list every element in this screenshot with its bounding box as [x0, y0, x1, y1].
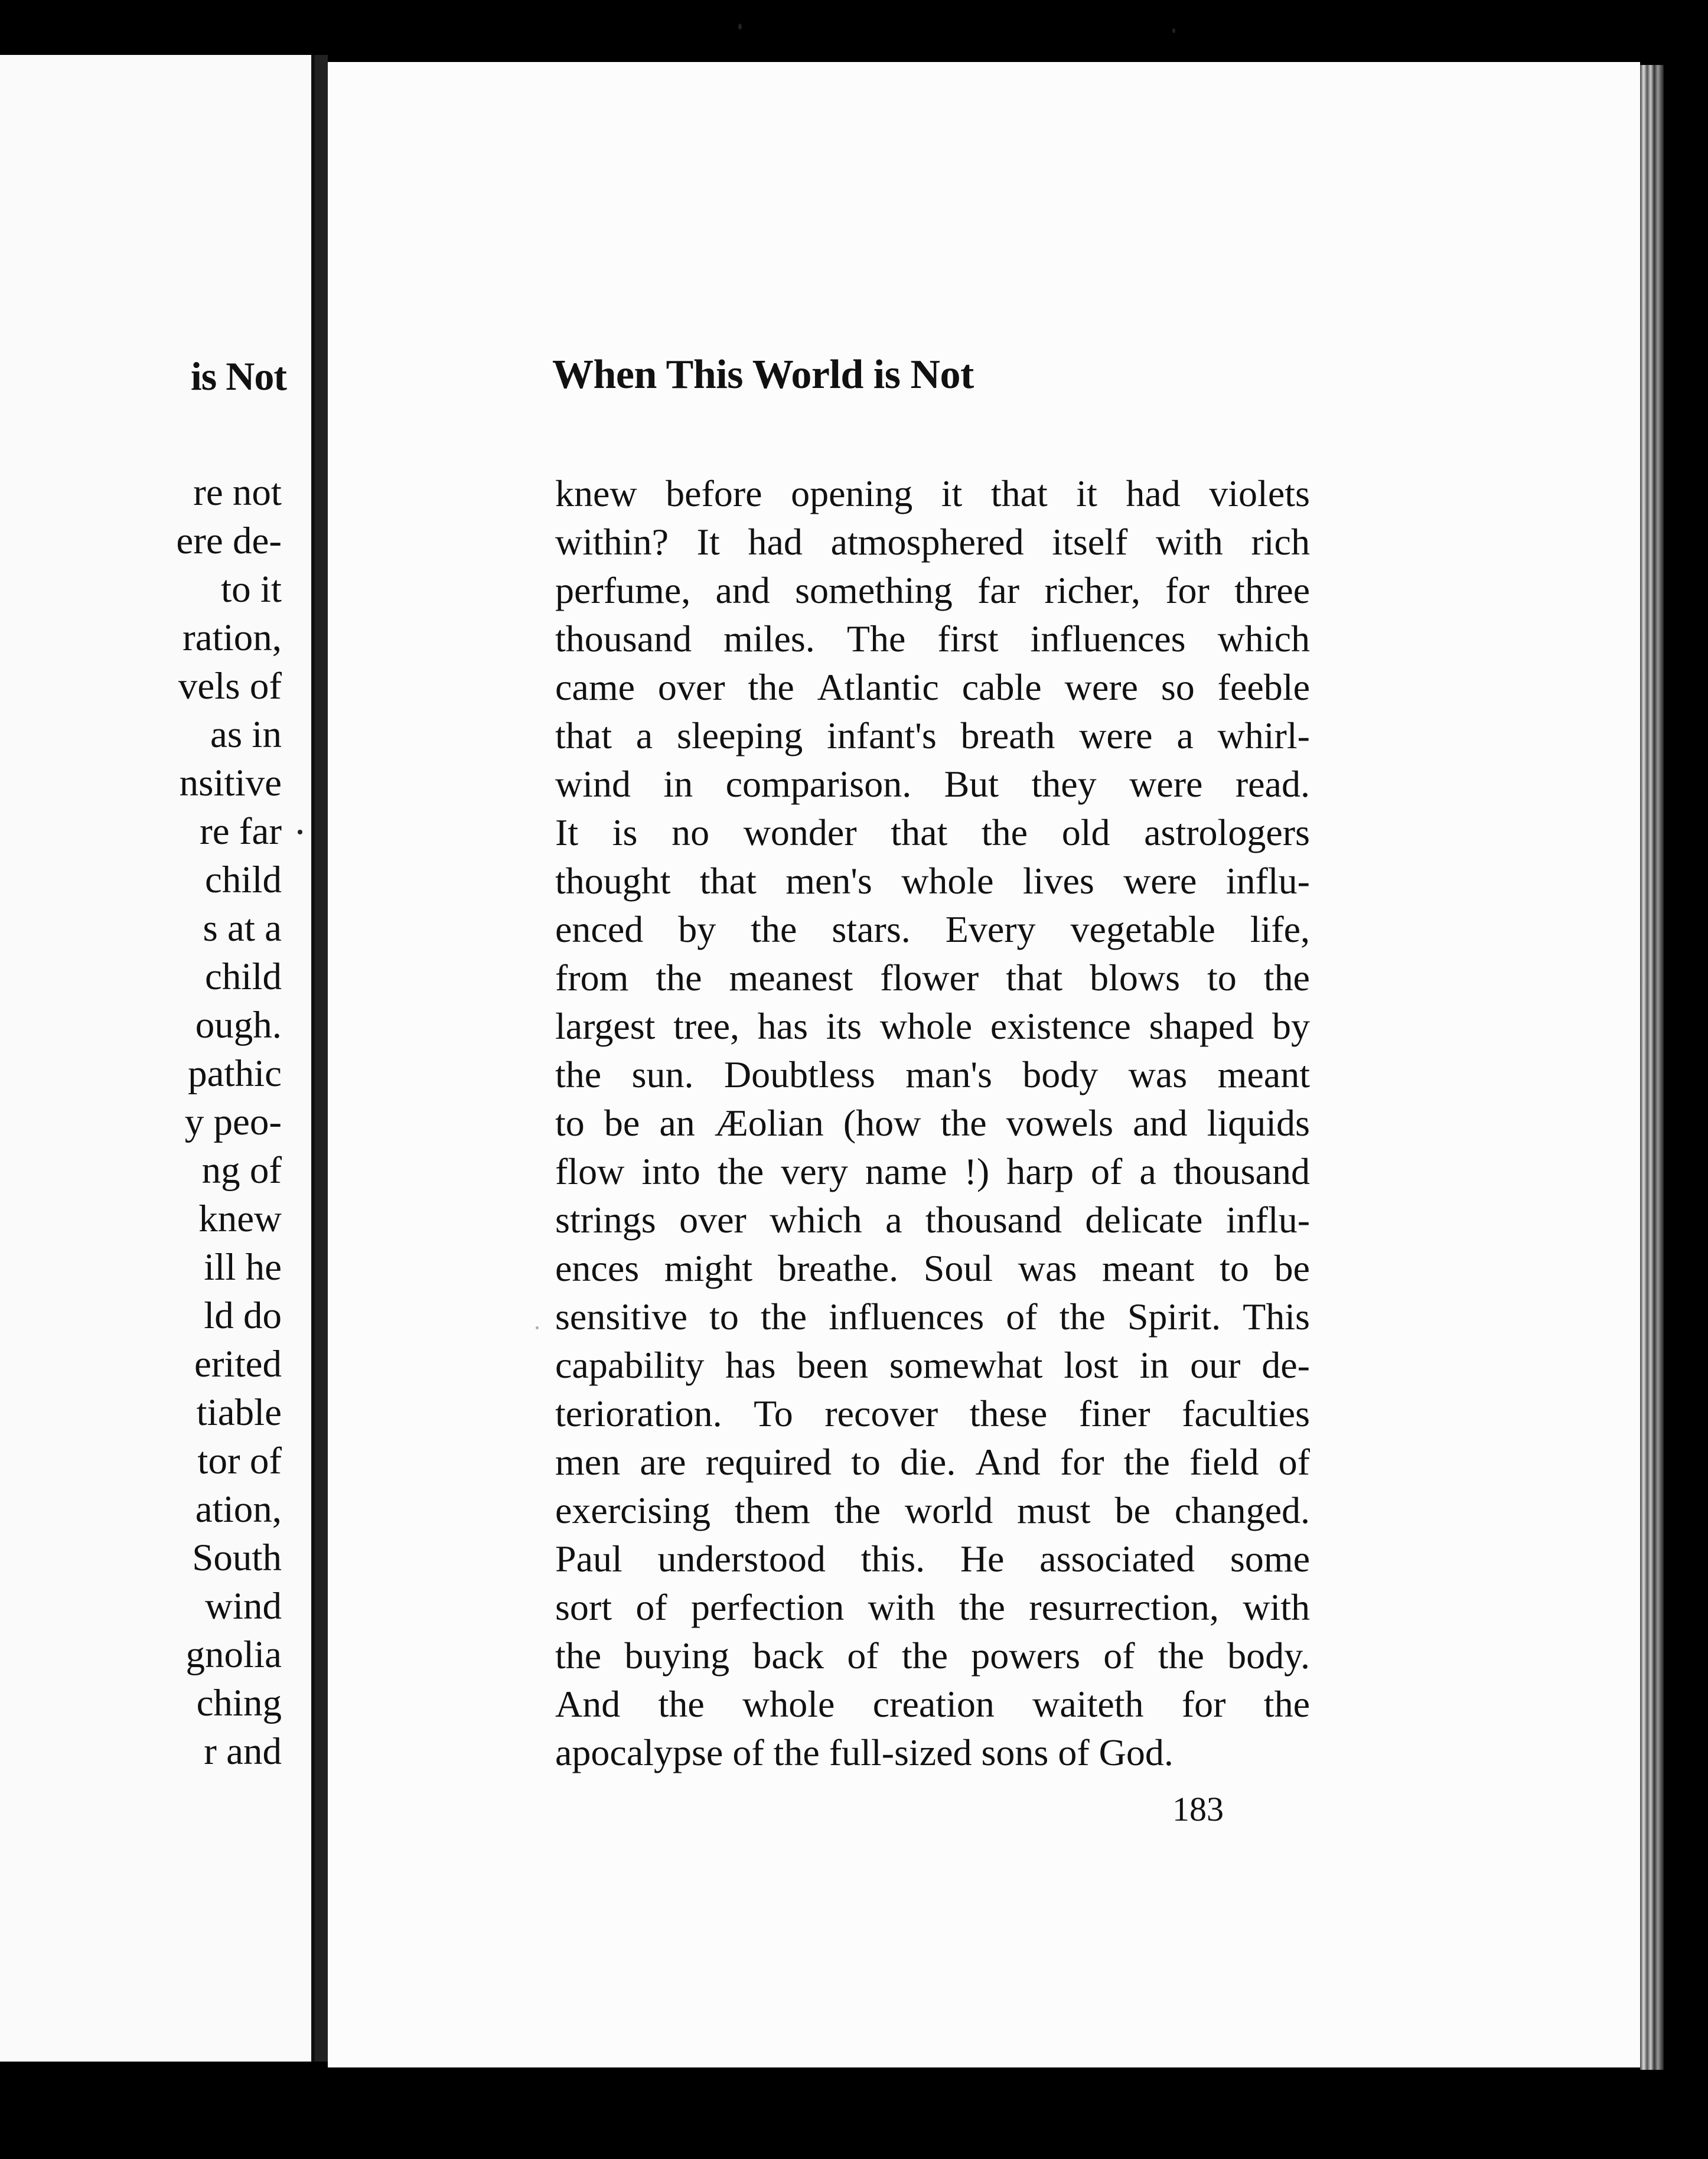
text-line: terioration. To recover these finer faculties [555, 1392, 1310, 1434]
text-line: flow into the very name !) harp of a thousand [555, 1150, 1310, 1192]
text-line: within? It had atmosphered itself with rich [555, 521, 1310, 563]
page-number: 183 [1172, 1790, 1224, 1828]
left-text-line: tor of [197, 1440, 282, 1482]
left-text-line: gnolia [185, 1633, 282, 1676]
text-line: wind in comparison. But they were read. [555, 763, 1310, 805]
body-text [555, 469, 1640, 1777]
left-text-line: pathic [188, 1052, 282, 1095]
speck [738, 24, 742, 30]
text-line: men are required to die. And for the field of [555, 1441, 1310, 1483]
text-line: the buying back of the powers of the body. [555, 1635, 1310, 1677]
text-line: came over the Atlantic cable were so feeble [555, 666, 1310, 708]
text-line: to be an Æolian (how the vowels and liquids [555, 1102, 1310, 1144]
text-line: that a sleeping infant's breath were a whirl- [555, 715, 1310, 756]
text-line: capability has been somewhat lost in our de- [555, 1344, 1310, 1386]
text-line: knew before opening it that it had violets [555, 472, 1310, 514]
left-text-line: child [205, 859, 282, 901]
speck [536, 1326, 539, 1329]
text-line: ences might breathe. Soul was meant to be [555, 1247, 1310, 1289]
left-text-line: as in [210, 713, 282, 756]
text-line: largest tree, has its whole existence shaped by [555, 1005, 1310, 1047]
left-text-line: ching [196, 1682, 282, 1724]
left-text-line: wind [205, 1585, 282, 1628]
left-text-line: ld do [204, 1294, 282, 1337]
left-text-line: s at a [203, 907, 282, 950]
left-text-line: ough. [195, 1004, 282, 1046]
left-text-line: re not [193, 471, 282, 514]
left-text-line: knew [198, 1198, 282, 1240]
text-line: enced by the stars. Every vegetable life, [555, 908, 1310, 950]
page-stack-edge [1640, 65, 1664, 2070]
left-text-line: vels of [178, 665, 282, 707]
speck [298, 830, 302, 834]
text-line: apocalypse of the full-sized sons of God. [555, 1731, 1174, 1773]
text-line: It is no wonder that the old astrologers [555, 811, 1310, 853]
left-text-line: ation, [195, 1488, 282, 1531]
running-header: When This World is Not [552, 352, 974, 397]
text-line: from the meanest flower that blows to the [555, 957, 1310, 999]
left-text-line: ere de- [176, 520, 282, 562]
left-text-line: tiable [196, 1391, 282, 1434]
left-page [0, 55, 315, 2062]
left-page-text [0, 468, 282, 1803]
book-gutter [315, 55, 328, 2062]
left-text-line: to it [221, 568, 282, 611]
left-text-line: re far [200, 810, 282, 853]
left-text-line: nsitive [179, 762, 282, 804]
text-line: perfume, and something far richer, for three [555, 569, 1310, 611]
text-line: exercising them the world must be changed. [555, 1489, 1310, 1531]
text-line: And the whole creation waiteth for the [555, 1683, 1310, 1725]
speck [1172, 28, 1175, 33]
right-page [328, 62, 1640, 2067]
text-line: thought that men's whole lives were influ- [555, 860, 1310, 902]
left-text-line: erited [194, 1343, 282, 1385]
text-line: thousand miles. The first influences which [555, 618, 1310, 660]
text-line: strings over which a thousand delicate influ- [555, 1199, 1310, 1241]
text-line: sort of perfection with the resurrection, with [555, 1586, 1310, 1628]
left-text-line: ration, [182, 617, 282, 659]
left-text-line: South [192, 1537, 282, 1579]
left-text-line: child [205, 955, 282, 998]
text-line: sensitive to the influences of the Spirit. This [555, 1296, 1310, 1338]
left-text-line: r and [204, 1730, 282, 1773]
left-text-line: ng of [201, 1149, 282, 1192]
left-text-line: ill he [204, 1246, 282, 1289]
text-line: the sun. Doubtless man's body was meant [555, 1054, 1310, 1095]
text-line: Paul understood this. He associated some [555, 1538, 1310, 1580]
left-text-line: y peo- [184, 1101, 282, 1143]
left-page-header: is Not [190, 354, 286, 399]
